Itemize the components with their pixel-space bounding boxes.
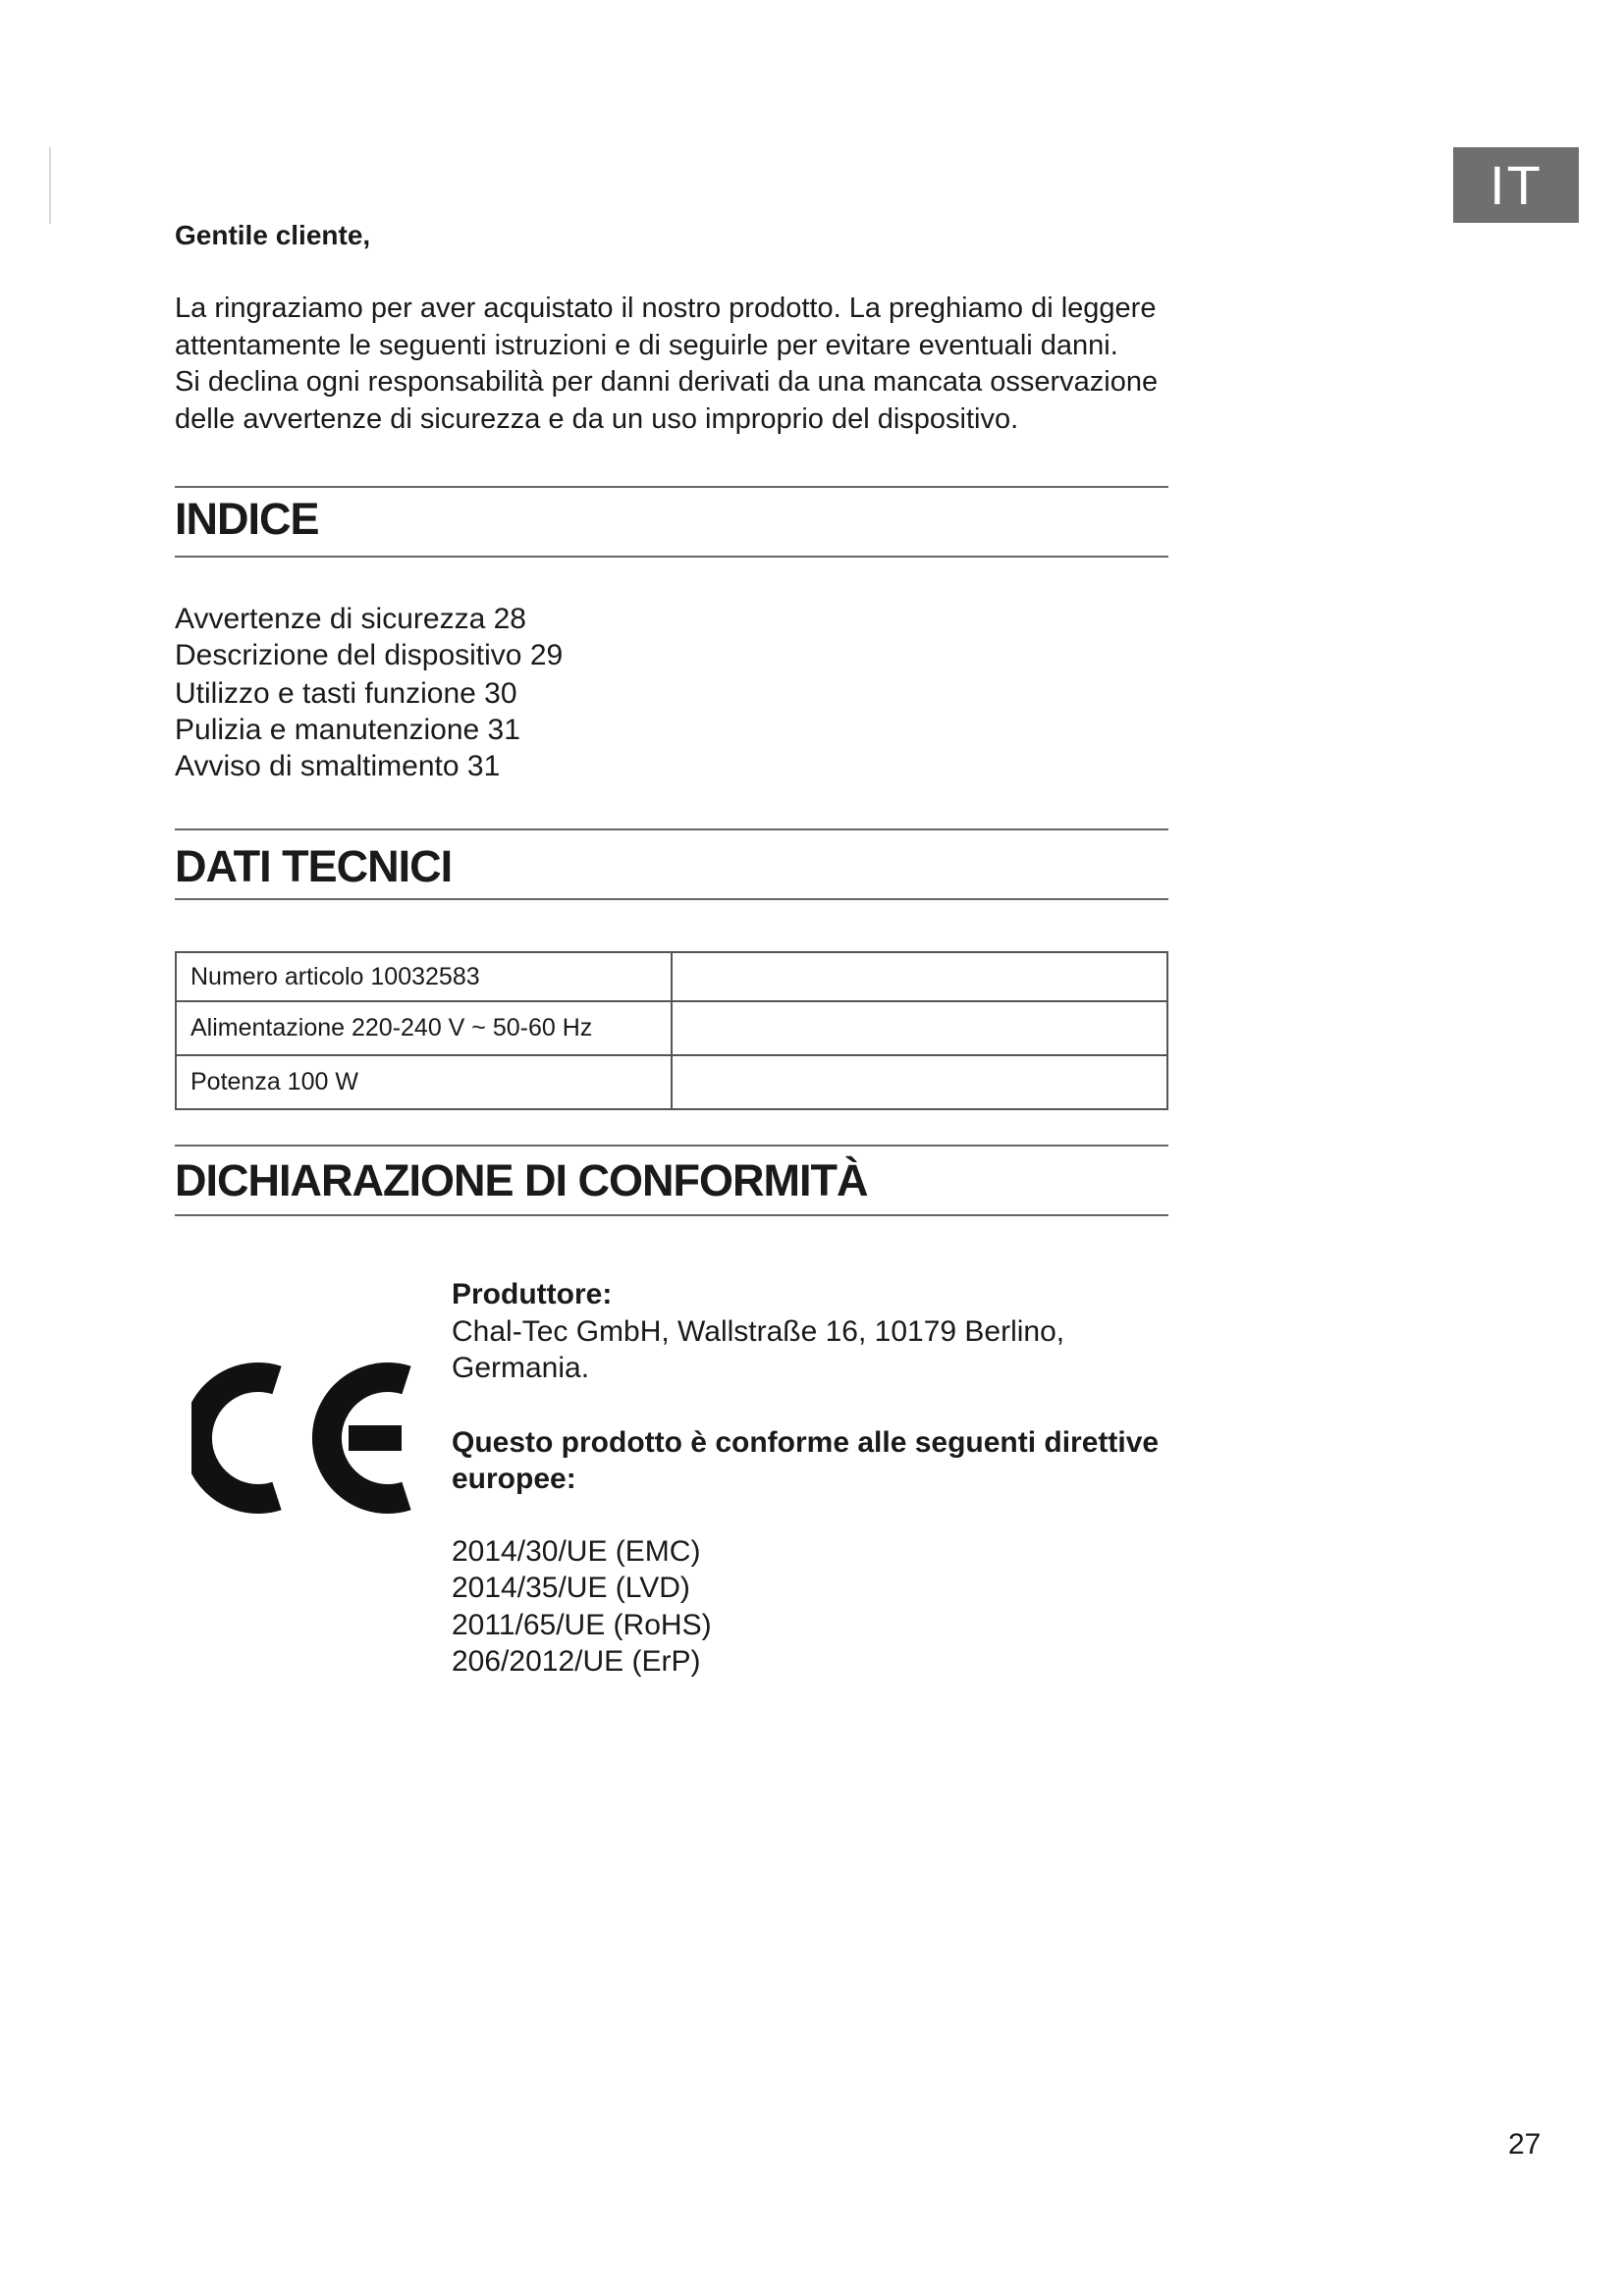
manufacturer-label: Produttore: [452, 1278, 613, 1310]
directive-item: 2011/65/UE (RoHS) [452, 1608, 712, 1641]
page-number: 27 [1508, 2128, 1542, 2161]
toc-item: Descrizione del dispositivo 29 [175, 639, 564, 671]
empty-cell [672, 1001, 1167, 1055]
divider [175, 486, 1168, 488]
toc-item: Avvertenze di sicurezza 28 [175, 603, 526, 635]
toc-item: Pulizia e manutenzione 31 [175, 714, 520, 746]
ce-mark-logo [191, 1360, 417, 1522]
conformity-heading: DICHIARAZIONE DI CONFORMITÀ [175, 1155, 868, 1205]
intro-line: delle avvertenze di sicurezza e da un uso improprio del dispositivo. [175, 402, 1019, 435]
table-row [176, 952, 1167, 1001]
empty-cell [672, 1055, 1167, 1109]
toc-item: Utilizzo e tasti funzione 30 [175, 677, 517, 710]
spec-cell: Numero articolo 10032583 [176, 952, 672, 1001]
directive-item: 2014/30/UE (EMC) [452, 1534, 701, 1568]
technical-data-heading: DATI TECNICI [175, 841, 453, 891]
directive-item: 206/2012/UE (ErP) [452, 1645, 701, 1678]
margin-mark [49, 147, 51, 224]
conformity-text [452, 1276, 1178, 1681]
ce-mark-icon [191, 1360, 417, 1517]
directive-item: 2014/35/UE (LVD) [452, 1572, 690, 1604]
spec-cell: Potenza 100 W [176, 1055, 672, 1109]
divider [175, 898, 1168, 900]
manufacturer-address: Chal-Tec GmbH, Wallstraße 16, 10179 Berlino, Germania. [452, 1314, 1065, 1384]
divider [175, 556, 1168, 558]
divider [175, 1145, 1168, 1147]
directives-list [452, 1533, 1178, 1681]
greeting: Gentile cliente, [175, 220, 371, 250]
ce-letter-c [197, 1377, 277, 1499]
intro-paragraph [175, 291, 1186, 438]
intro-line: La ringraziamo per aver acquistato il nostro prodotto. La preghiamo di leggere [175, 293, 1157, 324]
table-row [176, 1001, 1167, 1055]
specs-table [175, 951, 1168, 1110]
spec-cell: Alimentazione 220-240 V ~ 50-60 Hz [176, 1001, 672, 1055]
empty-cell [672, 952, 1167, 1001]
language-tab: IT [1453, 147, 1579, 223]
divider [175, 828, 1168, 830]
table-row [176, 1055, 1167, 1109]
intro-line: Si declina ogni responsabilità per danni derivati da una mancata osservazione [175, 366, 1159, 398]
index-heading: INDICE [175, 494, 319, 544]
toc-item: Avviso di smaltimento 31 [175, 750, 501, 782]
intro-line: attentamente le seguenti istruzioni e di seguirle per evitare eventuali danni. [175, 329, 1118, 361]
directives-intro: Questo prodotto è conforme alle seguenti direttive europee: [452, 1425, 1160, 1495]
table-of-contents [175, 601, 563, 784]
divider [175, 1214, 1168, 1216]
